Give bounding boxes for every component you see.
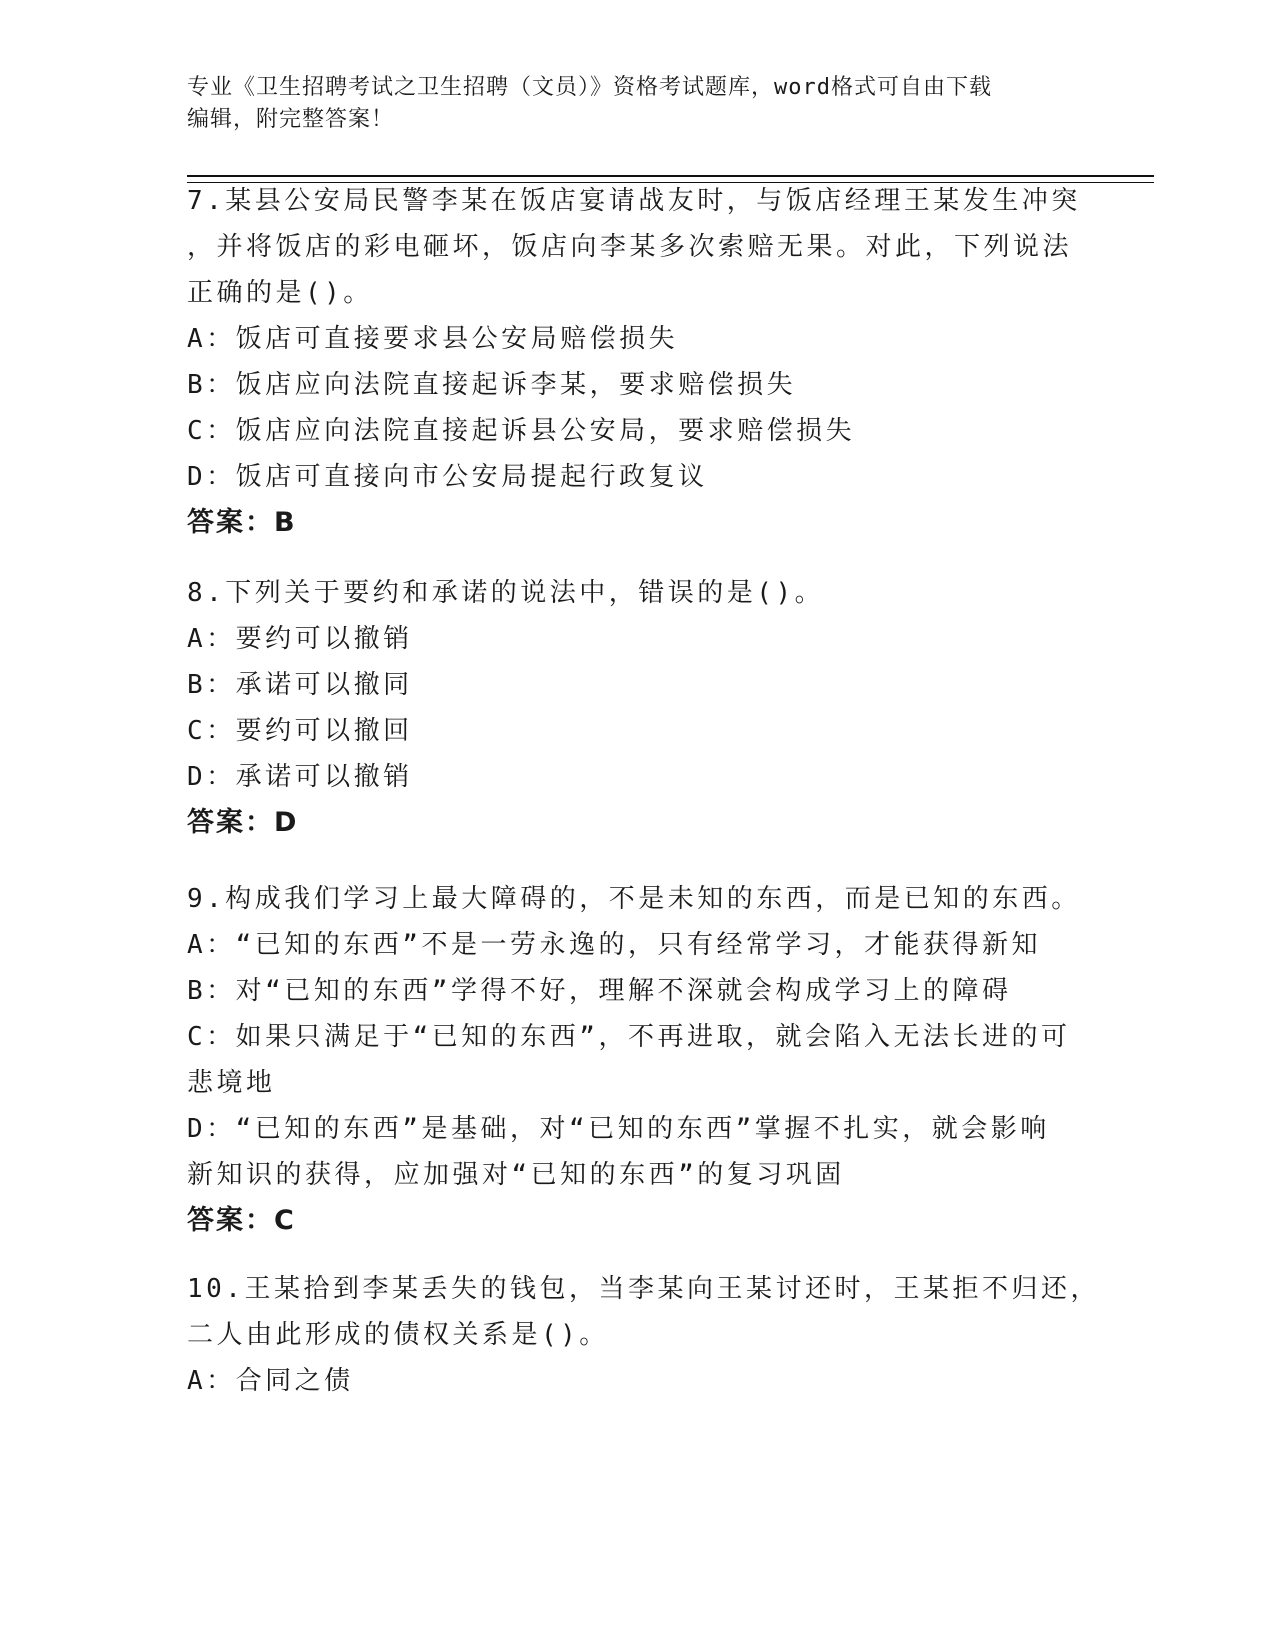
option-a: A：“已知的东西”不是一劳永逸的，只有经常学习，才能获得新知 [187,930,1041,960]
option-c: C：饭店应向法院直接起诉县公安局，要求赔偿损失 [187,416,856,446]
document-header [187,72,1087,136]
option-b: B：对“已知的东西”学得不好，理解不深就会构成学习上的障碍 [187,976,1012,1006]
question-10 [187,1266,1100,1404]
option-b: B：承诺可以撤同 [187,670,413,700]
option-c: C：要约可以撤回 [187,716,413,746]
option-a: A：饭店可直接要求县公安局赔偿损失 [187,324,679,354]
question-stem-line: 7.某县公安局民警李某在饭店宴请战友时，与饭店经理王某发生冲突 [187,186,1081,216]
option-b: B：饭店应向法院直接起诉李某，要求赔偿损失 [187,370,797,400]
option-d: D：“已知的东西”是基础，对“已知的东西”掌握不扎实，就会影响 [187,1114,1050,1144]
option-c-continued: 悲境地 [187,1068,276,1098]
option-a: A：要约可以撤销 [187,624,413,654]
header-divider-thick [187,175,1154,177]
option-d: D：饭店可直接向市公安局提起行政复议 [187,462,708,492]
question-stem-line: 10.王某拾到李某丢失的钱包，当李某向王某讨还时，王某拒不归还， [187,1274,1100,1304]
option-d: D：承诺可以撤销 [187,762,413,792]
option-a: A：合同之债 [187,1366,354,1396]
question-8 [187,570,1057,846]
option-c: C：如果只满足于“已知的东西”，不再进取，就会陷入无法长进的可 [187,1022,1071,1052]
question-stem-line: 8.下列关于要约和承诺的说法中，错误的是()。 [187,578,825,608]
question-7 [187,178,1081,546]
question-stem-line: 正确的是()。 [187,278,373,308]
question-9 [187,876,1081,1244]
question-stem-line: 9.构成我们学习上最大障碍的，不是未知的东西，而是已知的东西。 [187,884,1081,914]
header-line-2: 编辑，附完整答案！ [187,107,395,132]
option-d-continued: 新知识的获得，应加强对“已知的东西”的复习巩固 [187,1160,845,1190]
question-stem-line: ，并将饭店的彩电砸坏，饭店向李某多次索赔无果。对此，下列说法 [187,232,1073,262]
header-line-1: 专业《卫生招聘考试之卫生招聘（文员）》资格考试题库，word格式可自由下载 [187,75,992,100]
question-stem-line: 二人由此形成的债权关系是()。 [187,1320,609,1350]
answer-label: 答案：D [187,807,299,838]
answer-label: 答案：B [187,507,297,538]
answer-label: 答案：C [187,1205,296,1236]
